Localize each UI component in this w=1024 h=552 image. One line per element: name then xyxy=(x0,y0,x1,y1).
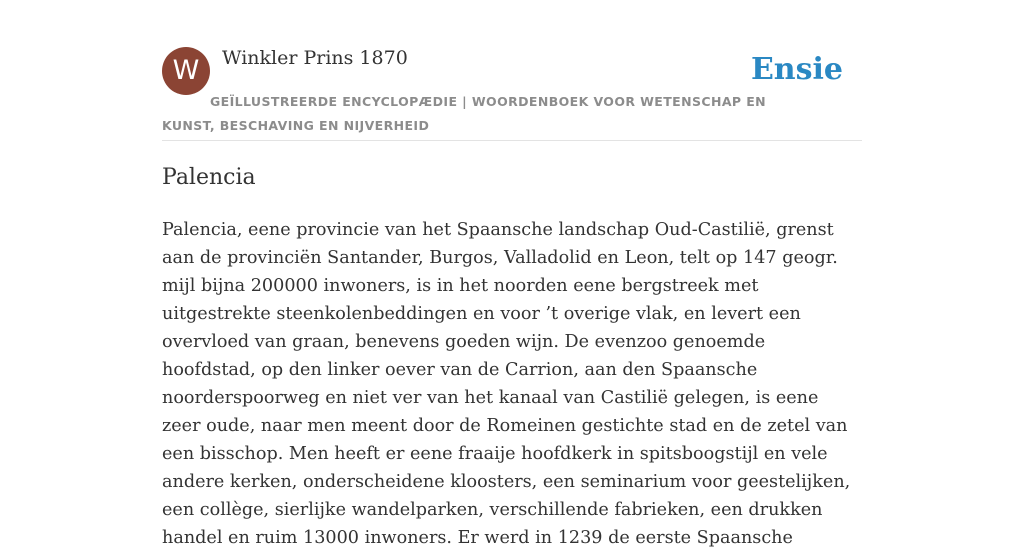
source-header xyxy=(162,46,862,141)
source-avatar[interactable]: W xyxy=(162,47,210,95)
source-subtitle: GEÏLLUSTREERDE ENCYCLOPÆDIE | WOORDENBOEK VOOR WETENSCHAP EN KUNST, BESCHAVING EN NIJVERHEID xyxy=(162,94,767,133)
entry-body: Palencia, eene provincie van het Spaansche landschap Oud-Castilië, grenst aan de provinciën Santander, Burgos, Valladolid en Leon, telt op 147 geogr. mijl bijna 200000 inwoners, is in het noorden eene bergstreek met uitgestrekte steenkolenbeddingen en voor ’t overige vlak, en levert een overvloed van graan, benevens goeden wijn. De evenzoo genoemde hoofdstad, op den linker oever van de Carrion, aan den Spaansche noorderspoorweg en niet ver van het kanaal van Castilië gelegen, is eene zeer oude, naar men meent door de Romeinen gestichte stad en de zetel van een bisschop. Men heeft er eene fraaije hoofdkerk in spitsboogstijl en vele andere kerken, onderscheidene kloosters, een seminarium voor geestelijken, een collège, sierlijke wandelparken, verschillende fabrieken, een drukken handel en ruim 13000 inwoners. Er werd in 1239 de eerste Spaansche xyxy=(162,220,851,548)
ensie-logo[interactable]: Ensie xyxy=(750,52,843,87)
source-title[interactable]: Winkler Prins 1870 xyxy=(222,47,408,69)
entry-title: Palencia xyxy=(162,165,256,190)
